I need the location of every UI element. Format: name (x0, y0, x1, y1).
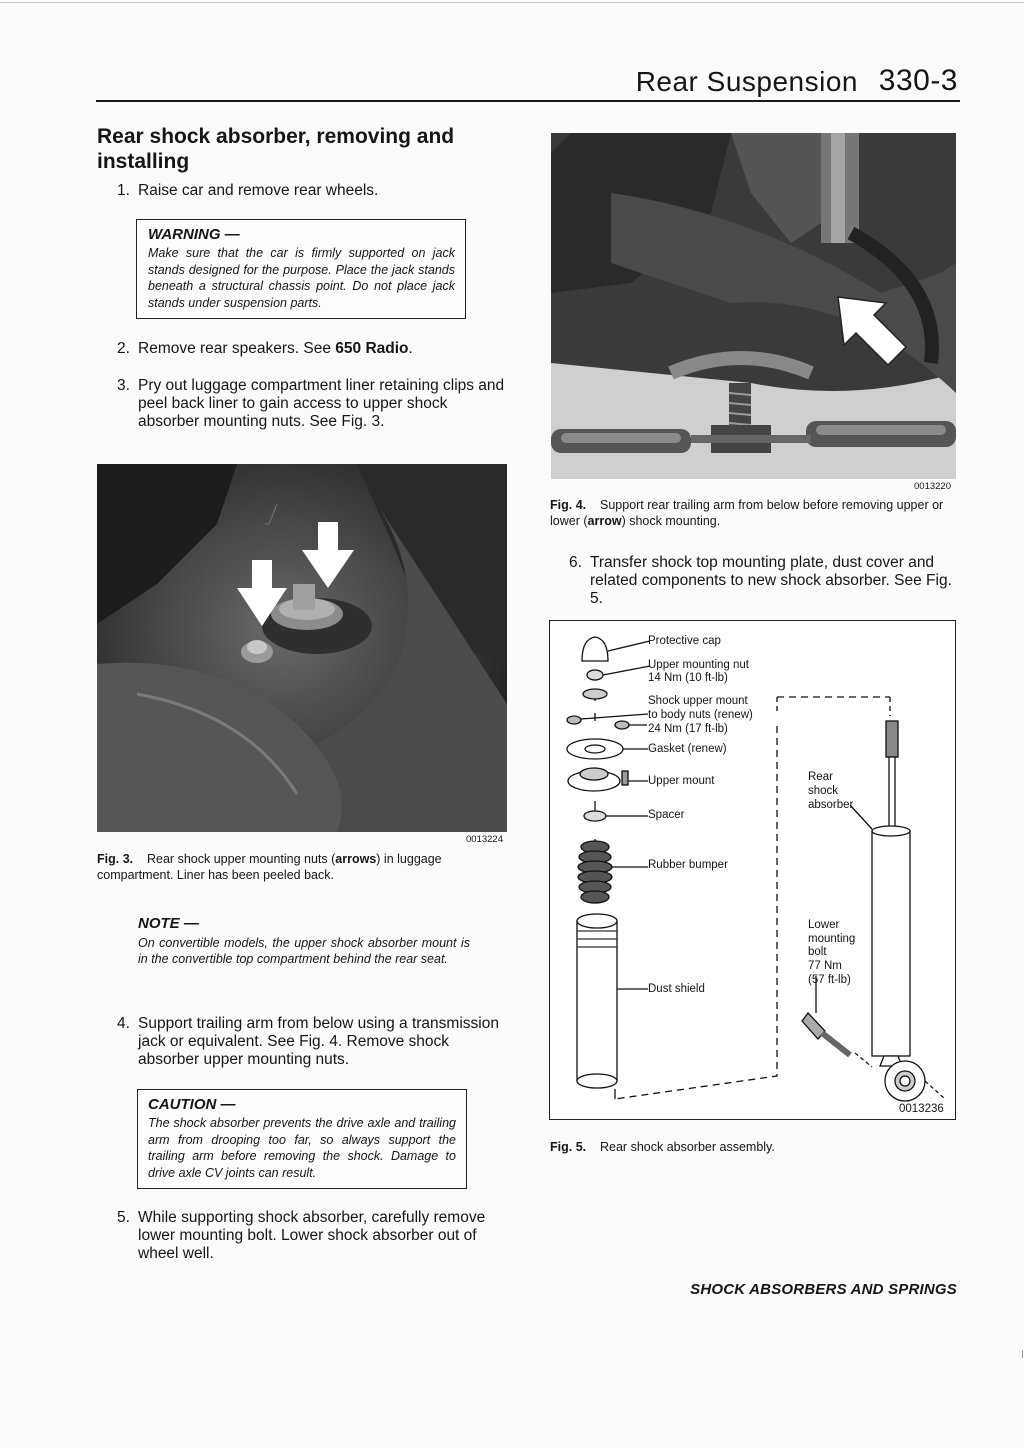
label-upper-nut-torque: 14 Nm (10 ft-lb) (648, 672, 728, 684)
label-rear-shock-3: absorber (808, 799, 854, 811)
step-2: 2. Remove rear speakers. See 650 Radio. (117, 340, 413, 357)
fig5-caption: Fig. 5. Rear shock absorber assembly. (550, 1140, 775, 1154)
scan-edge-mark (1014, 1350, 1023, 1358)
label-lower-bolt-1: Lower (808, 919, 840, 931)
step-1: 1. Raise car and remove rear wheels. (117, 182, 379, 199)
caution-heading: CAUTION — (148, 1096, 236, 1113)
down-arrow-icon (302, 522, 354, 588)
label-upper-mount-nuts-2: to body nuts (renew) (648, 709, 753, 721)
label-lower-bolt-5: (57 ft-lb) (808, 974, 851, 986)
caution-text: The shock absorber prevents the drive axle and trailing arm from drooping too far, so always support the trailing arm before removing the shock. Damage to drive axle CV joints can result. (148, 1116, 456, 1180)
top-edge-line (0, 2, 1024, 3)
label-dust-shield: Dust shield (648, 983, 705, 995)
label-upper-mount-torque: 24 Nm (17 ft-lb) (648, 723, 728, 735)
label-rubber-bumper: Rubber bumper (648, 859, 728, 871)
fig4-image-code: 0013220 (914, 481, 951, 492)
label-rear-shock-1: Rear (808, 771, 833, 783)
step-6: 6. Transfer shock top mounting plate, dust cover and related components to new shock absorber. See Fig. 5. (569, 554, 952, 607)
fig5-drawing (550, 621, 955, 1119)
fig3-image-code: 0013224 (466, 834, 503, 845)
label-upper-nut: Upper mounting nut (648, 659, 750, 671)
fig4-caption: Fig. 4. Support rear trailing arm from below before removing upper or lower (arrow) shock mounting. (550, 498, 944, 528)
step-5: 5. While supporting shock absorber, carefully remove lower mounting bolt. Lower shock absorber out of wheel well. (117, 1209, 486, 1262)
fig3-label: Fig. 3. (97, 852, 134, 866)
footer-chapter: SHOCK ABSORBERS AND SPRINGS (690, 1281, 957, 1298)
label-rear-shock-2: shock (808, 785, 839, 797)
warning-heading: WARNING — (148, 226, 240, 243)
label-lower-bolt-2: mounting (808, 933, 856, 945)
down-arrow-icon (237, 560, 287, 626)
label-upper-mount-nuts-1: Shock upper mount (648, 695, 748, 707)
section-heading: Rear shock absorber, removing and installing (97, 125, 455, 173)
fig4-photo (551, 133, 956, 479)
note-block (138, 915, 470, 967)
arrow-icon (836, 295, 908, 367)
note-text: On convertible models, the upper shock absorber mount is in the convertible top compartment behind the rear seat. (138, 936, 470, 966)
label-gasket: Gasket (renew) (648, 743, 727, 755)
step-3: 3. Pry out luggage compartment liner retaining clips and peel back liner to gain access to upper shock absorber mounting nuts. See Fig. 3. (117, 377, 505, 430)
page-number: 330-3 (878, 64, 958, 97)
caution-box (137, 1089, 467, 1189)
fig5-label: Fig. 5. (550, 1140, 587, 1154)
fig5-image-code: 0013236 (899, 1103, 944, 1115)
warning-text: Make sure that the car is firmly supported on jack stands designed for the purpose. Place the jack stands beneath a structural chassis point. Do not place jack stands under suspension parts. (148, 246, 455, 310)
section-title: Rear Suspension (635, 66, 858, 97)
header-rule (96, 100, 960, 102)
label-spacer: Spacer (648, 809, 685, 821)
fig3-photo (97, 464, 507, 832)
radio-ref: 650 Radio (335, 340, 409, 357)
label-protective-cap: Protective cap (648, 635, 721, 647)
fig4-label: Fig. 4. (550, 498, 587, 512)
step-4: 4. Support trailing arm from below using a transmission jack or equivalent. See Fig. 4. Remove shock absorber upper mounting nuts. (117, 1015, 499, 1068)
fig5-diagram (549, 620, 956, 1120)
fig3-photo-art (97, 464, 507, 832)
label-lower-bolt-3: bolt (808, 946, 827, 958)
fig3-caption: Fig. 3. Rear shock upper mounting nuts (arrows) in luggage compartment. Liner has been peeled back. (97, 852, 442, 882)
warning-box (136, 219, 466, 319)
note-heading: NOTE — (138, 915, 199, 932)
label-lower-bolt-4: 77 Nm (808, 960, 842, 972)
label-upper-mount: Upper mount (648, 775, 715, 787)
